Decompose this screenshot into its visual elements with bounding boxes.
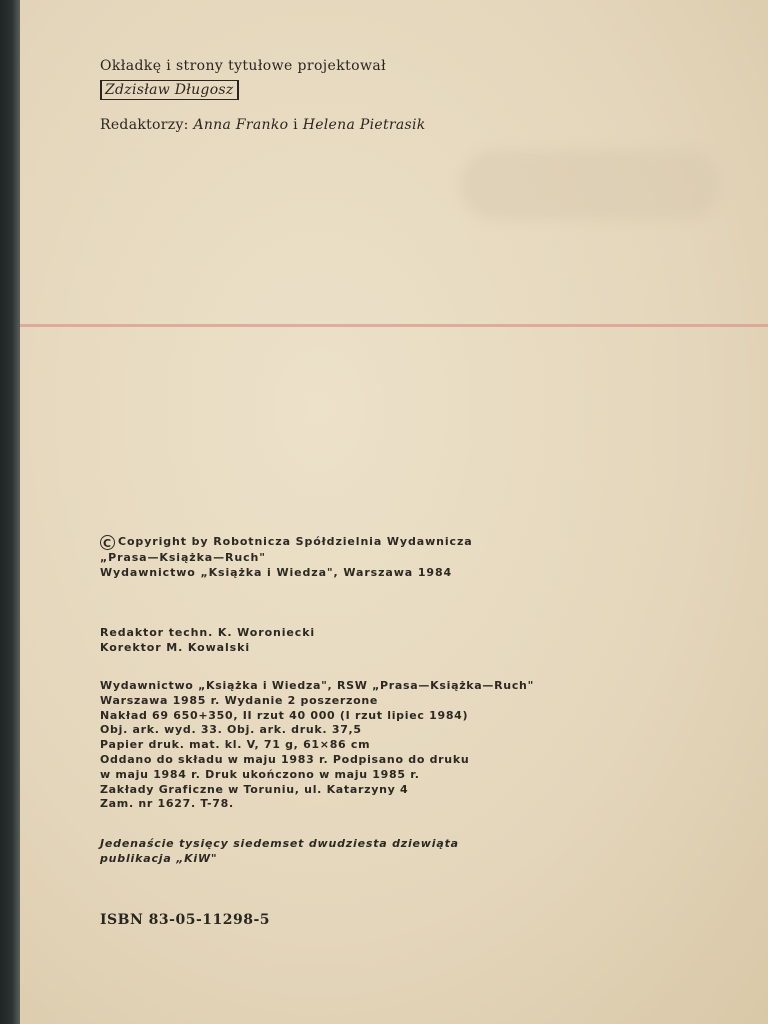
editors-line	[100, 117, 426, 133]
imprint-line: Oddano do składu w maju 1983 r. Podpisano do druku	[100, 752, 470, 766]
imprint-line: w maju 1984 r. Druk ukończono w maju 1985 r.	[100, 767, 420, 781]
copyright-line: Wydawnictwo „Książka i Wiedza", Warszawa 1984	[100, 566, 453, 579]
copyright-line: „Prasa—Książka—Ruch"	[100, 551, 266, 564]
imprint-line: Obj. ark. wyd. 33. Obj. ark. druk. 37,5	[100, 723, 362, 737]
staff-block	[100, 625, 315, 655]
publication-line: Jedenaście tysięcy siedemset dwudziesta dziewiąta	[100, 837, 459, 850]
imprint-block	[100, 679, 534, 812]
copyright-icon: C	[100, 535, 115, 550]
imprint-line: Wydawnictwo „Książka i Wiedza", RSW „Prasa—Książka—Ruch"	[100, 679, 535, 692]
cover-designer-label: Okładkę i strony tytułowe projektował	[100, 58, 387, 74]
editor-name: Anna Franko	[193, 117, 289, 133]
book-spine-edge	[0, 0, 20, 1024]
technical-editor: Redaktor techn. K. Woroniecki	[100, 626, 316, 639]
publication-note	[100, 836, 459, 866]
editors-conjunction: i	[293, 117, 298, 133]
paper-stain	[460, 150, 720, 220]
copyright-line: C Copyright by Robotnicza Spółdzielnia Wydawnicza	[100, 534, 473, 550]
imprint-line: Zam. nr 1627. T-78.	[100, 797, 234, 811]
copyright-block	[100, 534, 473, 580]
proofreader: Korektor M. Kowalski	[100, 641, 250, 654]
isbn-number: ISBN 83-05-11298-5	[100, 912, 271, 928]
editors-label: Redaktorzy:	[100, 117, 189, 133]
red-crease-line	[20, 324, 768, 327]
imprint-line: Papier druk. mat. kl. V, 71 g, 61×86 cm	[100, 738, 371, 752]
imprint-line: Nakład 69 650+350, II rzut 40 000 (I rzut lipiec 1984)	[100, 708, 469, 722]
cover-designer-name: Zdzisław Długosz	[100, 80, 239, 100]
editor-name: Helena Pietrasik	[302, 117, 426, 133]
imprint-line: Zakłady Graficzne w Toruniu, ul. Katarzyny 4	[100, 782, 409, 796]
imprint-line: Warszawa 1985 r. Wydanie 2 poszerzone	[100, 693, 379, 707]
publication-line: publikacja „KiW"	[100, 852, 218, 865]
